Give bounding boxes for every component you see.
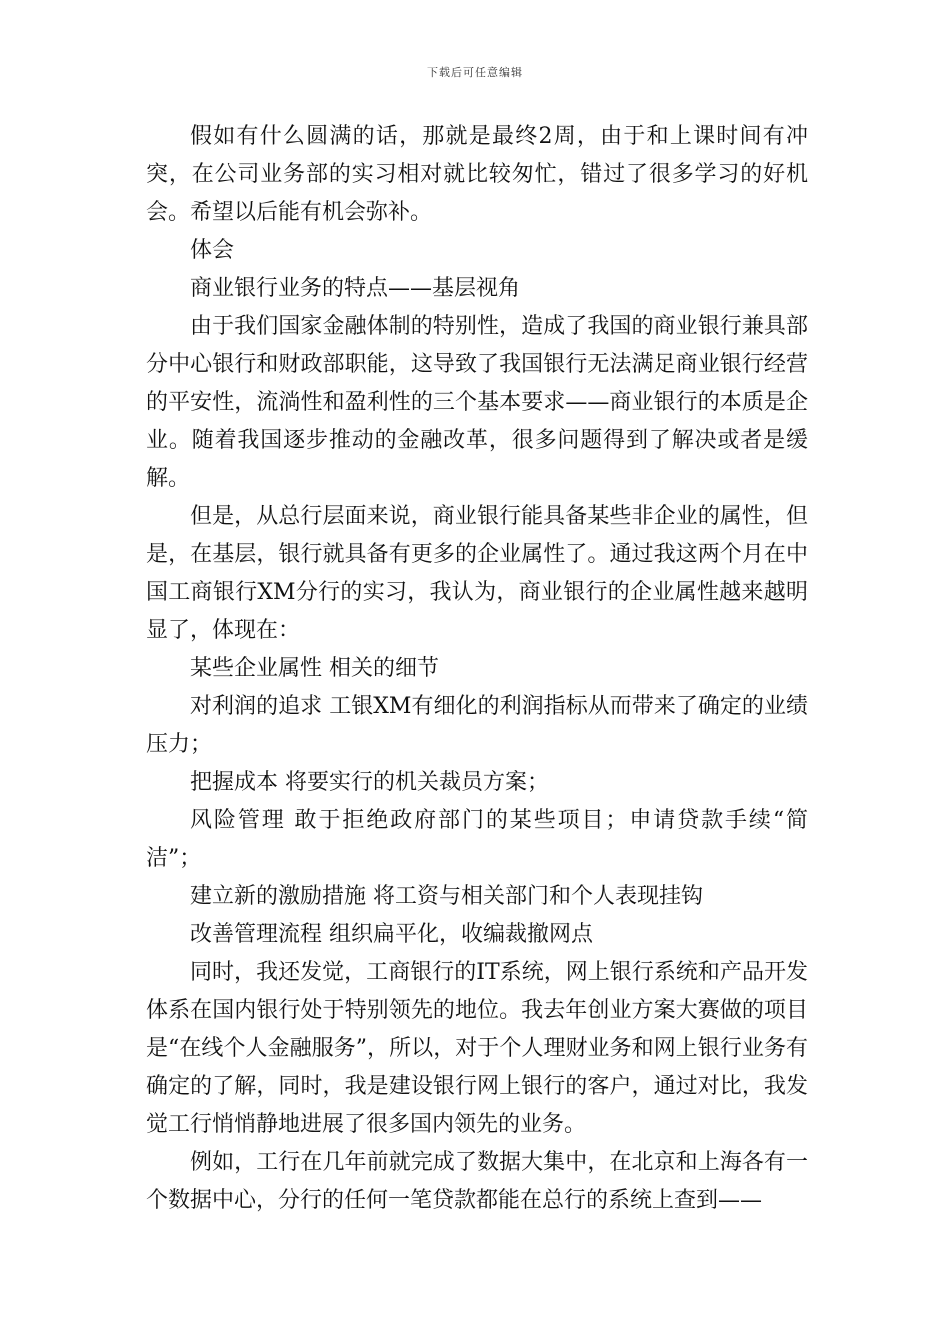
page-header: 下载后可任意编辑 [427, 66, 523, 79]
paragraph: 但是，从总行层面来说，商业银行能具备某些非企业的属性，但是，在基层，银行就具备有更多的企业属性了。通过我这两个月在中国工商银行XM分行的实习，我认为，商业银行的企业属性越来越明显了，体现在： [146, 504, 808, 643]
list-item: 把握成本 将要实行的机关裁员方案； [190, 770, 549, 795]
list-header: 某些企业属性 相关的细节 [190, 656, 439, 681]
list-item: 改善管理流程 组织扁平化，收编裁撤网点 [190, 922, 593, 947]
section-heading: 体会 [190, 238, 235, 263]
paragraph: 同时，我还发觉，工商银行的IT系统，网上银行系统和产品开发体系在国内银行处于特别领先的地位。我去年创业方案大赛做的项目是“在线个人金融服务”，所以，对于个人理财业务和网上银行业务有确定的了解，同时，我是建设银行网上银行的客户，通过对比，我发觉工行悄悄静地进展了很多国内领先的业务。 [146, 960, 808, 1137]
list-item: 对利润的追求 工银XM有细化的利润指标从而带来了确定的业绩压力； [146, 694, 808, 757]
section-subheading: 商业银行业务的特点——基层视角 [190, 276, 521, 301]
list-item: 建立新的激励措施 将工资与相关部门和个人表现挂钩 [190, 884, 703, 909]
document-body [146, 118, 808, 1220]
paragraph: 由于我们国家金融体制的特别性，造成了我国的商业银行兼具部分中心银行和财政部职能，这导致了我国银行无法满足商业银行经营的平安性，流淌性和盈利性的三个基本要求——商业银行的本质是企业。随着我国逐步推动的金融改革，很多问题得到了解决或者是缓解。 [146, 314, 808, 491]
paragraph: 例如，工行在几年前就完成了数据大集中，在北京和上海各有一个数据中心，分行的任何一笔贷款都能在总行的系统上查到—— [146, 1150, 808, 1213]
paragraph: 假如有什么圆满的话，那就是最终2周，由于和上课时间有冲突，在公司业务部的实习相对就比较匆忙，错过了很多学习的好机会。希望以后能有机会弥补。 [146, 124, 808, 225]
list-item: 风险管理 敢于拒绝政府部门的某些项目；申请贷款手续“简洁”； [146, 808, 808, 871]
